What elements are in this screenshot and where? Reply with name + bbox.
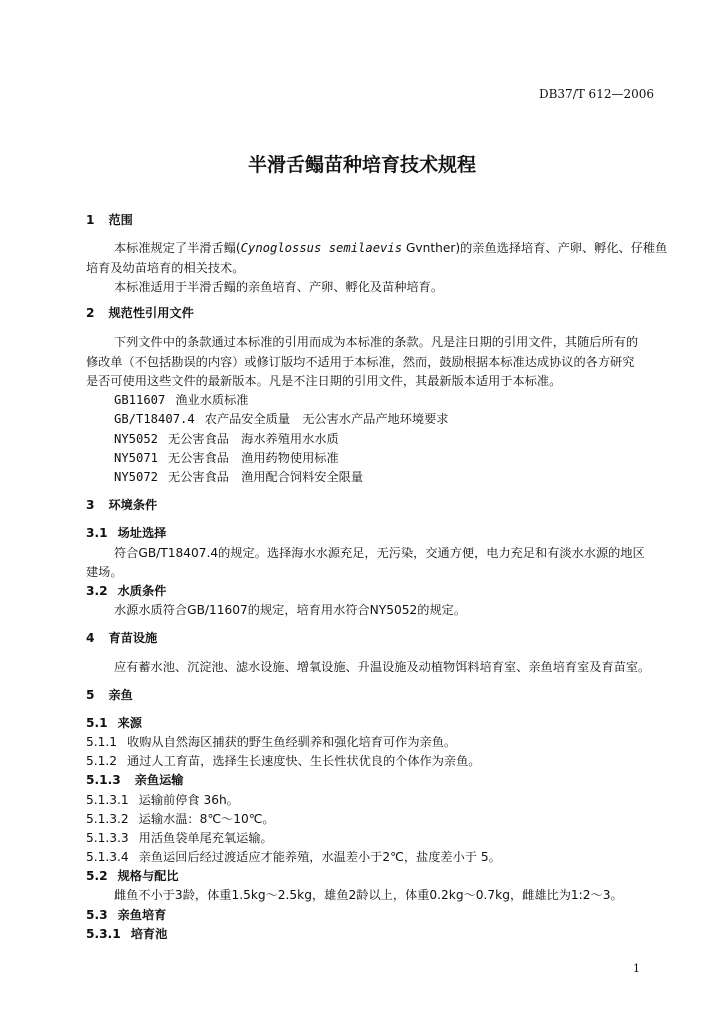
section-3-2-paragraph: 水源水质符合GB/11607的规定，培育用水符合NY5052的规定。 — [114, 603, 467, 617]
section-1-paragraph-2: 本标准适用于半滑舌鳎的亲鱼培育、产卵、孵化及苗种培育。 — [114, 280, 444, 294]
section-5-3-1-heading: 5.3.1 培育池 — [86, 927, 168, 941]
reference-item: NY5071 无公害食品 渔用药物使用标准 — [114, 451, 339, 465]
page-number: 1 — [633, 962, 640, 975]
reference-item: NY5052 无公害食品 海水养殖用水水质 — [114, 432, 339, 446]
section-5-2-paragraph: 雌鱼不小于3龄，体重1.5kg～2.5kg，雄鱼2龄以上，体重0.2kg～0.7kg，雌雄比为1:2～3。 — [114, 888, 623, 902]
document-title: 半滑舌鳎苗种培育技术规程 — [247, 154, 476, 176]
section-5-3-heading: 5.3 亲鱼培育 — [86, 908, 167, 922]
section-1-heading: 1 范围 — [86, 213, 133, 227]
clause-5-1-3-2: 5.1.3.2 运输水温：8℃～10℃。 — [86, 812, 275, 826]
section-2-paragraph-b: 修改单（不包括勘误的内容）或修订版均不适用于本标准，然而，鼓励根据本标准达成协议的各方研究 — [86, 355, 635, 369]
reference-item: NY5072 无公害食品 渔用配合饲料安全限量 — [114, 470, 364, 484]
clause-5-1-1: 5.1.1 收购从自然海区捕获的野生鱼经驯养和强化培育可作为亲鱼。 — [86, 735, 457, 749]
reference-item: GB/T18407.4 农产品安全质量 无公害水产品产地环境要求 — [114, 412, 449, 426]
section-3-1-heading: 3.1 场址选择 — [86, 526, 167, 540]
section-3-1-paragraph-b: 建场。 — [86, 565, 123, 579]
clause-5-1-3-3: 5.1.3.3 用活鱼袋单尾充氧运输。 — [86, 831, 273, 845]
clause-5-1-3-1: 5.1.3.1 运输前停食 36h。 — [86, 793, 239, 807]
reference-item: GB11607 渔业水质标准 — [114, 393, 249, 407]
section-5-1-3-heading: 5.1.3 亲鱼运输 — [86, 773, 184, 787]
section-4-paragraph: 应有蓄水池、沉淀池、滤水设施、增氧设施、升温设施及动植物饵料培育室、亲鱼培育室及育苗室。 — [114, 660, 651, 674]
section-3-2-heading: 3.2 水质条件 — [86, 584, 167, 598]
latin-species-name: Cynoglossus semilaevis — [240, 241, 403, 255]
section-5-1-heading: 5.1 来源 — [86, 716, 142, 730]
clause-5-1-3-4: 5.1.3.4 亲鱼运回后经过渡适应才能养殖，水温差小于2℃，盐度差小于 5。 — [86, 850, 501, 864]
section-2-heading: 2 规范性引用文件 — [86, 306, 194, 320]
section-4-heading: 4 育苗设施 — [86, 631, 158, 645]
section-2-paragraph-c: 是否可使用这些文件的最新版本。凡是不注日期的引用文件，其最新版本适用于本标准。 — [86, 374, 562, 388]
section-1-paragraph-1b: 培育及幼苗培育的相关技术。 — [86, 261, 245, 275]
clause-5-1-2: 5.1.2 通过人工育苗，选择生长速度快、生长性状优良的个体作为亲鱼。 — [86, 754, 481, 768]
section-3-1-paragraph-a: 符合GB/T18407.4的规定。选择海水水源充足，无污染，交通方便，电力充足和有淡水水源的地区 — [114, 546, 645, 560]
section-3-heading: 3 环境条件 — [86, 498, 158, 512]
section-5-heading: 5 亲鱼 — [86, 688, 133, 702]
standard-code: DB37/T 612—2006 — [538, 87, 654, 101]
section-5-2-heading: 5.2 规格与配比 — [86, 869, 179, 883]
section-1-paragraph-1a: 本标准规定了半滑舌鳎(Cynoglossus semilaevis Gvnther)的亲鱼选择培育、产卵、孵化、仔稚鱼 — [114, 241, 668, 255]
section-2-paragraph-a: 下列文件中的条款通过本标准的引用而成为本标准的条款。凡是注日期的引用文件，其随后所有的 — [114, 335, 639, 349]
